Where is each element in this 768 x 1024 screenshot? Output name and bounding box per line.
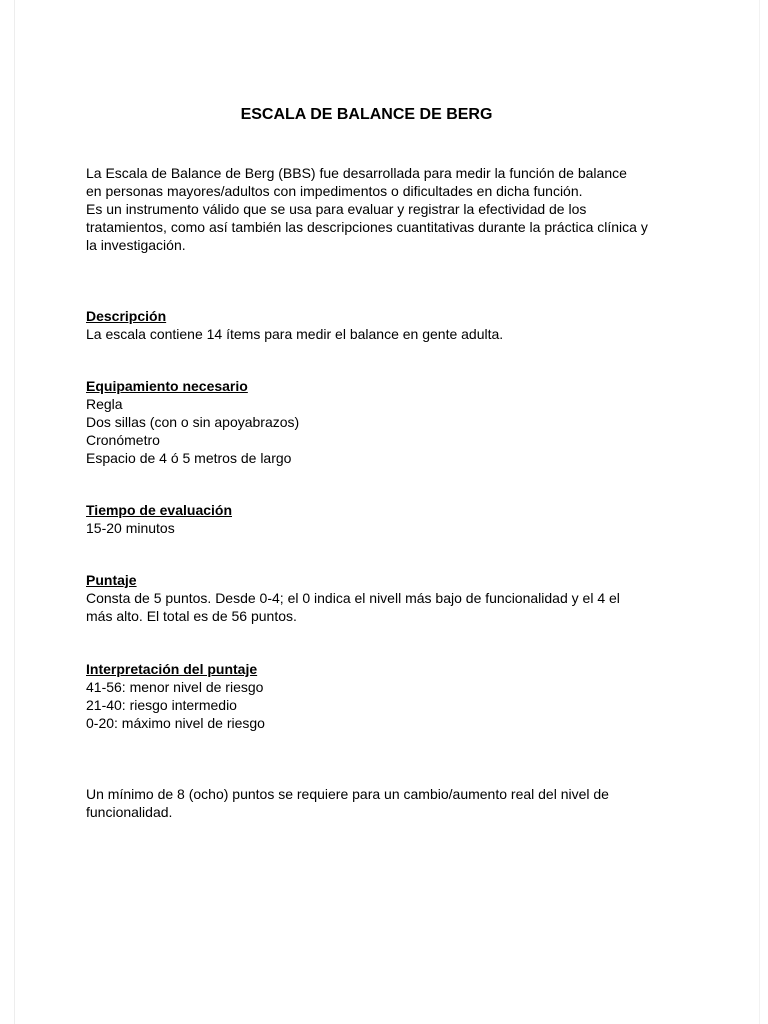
intro-line: tratamientos, como así también las descripciones cuantitativas durante la práctica clínica y	[86, 219, 648, 235]
note-line: Un mínimo de 8 (ocho) puntos se requiere para un cambio/aumento real del nivel de	[86, 786, 609, 802]
equipment-item: Regla	[86, 396, 123, 412]
note-line: funcionalidad.	[86, 804, 173, 820]
score-range-item: 0-20: máximo nivel de riesgo	[86, 715, 265, 731]
equipment-item: Espacio de 4 ó 5 metros de largo	[86, 450, 292, 466]
intro-line: La Escala de Balance de Berg (BBS) fue desarrollada para medir la función de balance	[86, 165, 627, 181]
puntaje-text: Consta de 5 puntos. Desde 0-4; el 0 indica el nivell más bajo de funcionalidad y el 4 el	[86, 590, 620, 606]
puntaje-text: más alto. El total es de 56 puntos.	[86, 608, 297, 624]
score-range-item: 21-40: riesgo intermedio	[86, 697, 237, 713]
intro-paragraph	[86, 164, 696, 254]
section-equipamiento	[86, 377, 696, 467]
section-interpretacion	[86, 660, 696, 732]
page-edge-right	[759, 0, 760, 1024]
descripcion-text: La escala contiene 14 ítems para medir el balance en gente adulta.	[86, 326, 504, 342]
section-heading-descripcion: Descripción	[86, 308, 167, 324]
intro-line: Es un instrumento válido que se usa para evaluar y registrar la efectividad de los	[86, 201, 587, 217]
intro-line: la investigación.	[86, 237, 186, 253]
tiempo-text: 15-20 minutos	[86, 520, 175, 536]
equipment-item: Dos sillas (con o sin apoyabrazos)	[86, 414, 300, 430]
section-heading-equipamiento: Equipamiento necesario	[86, 378, 248, 394]
page-edge-left	[14, 0, 15, 1024]
section-heading-puntaje: Puntaje	[86, 572, 137, 588]
score-range-item: 41-56: menor nivel de riesgo	[86, 679, 264, 695]
intro-line: en personas mayores/adultos con impedimentos o dificultades en dicha función.	[86, 183, 583, 199]
section-heading-tiempo: Tiempo de evaluación	[86, 502, 233, 518]
section-puntaje	[86, 571, 696, 625]
document-title: ESCALA DE BALANCE DE BERG	[240, 106, 493, 123]
closing-note	[86, 785, 696, 821]
equipment-item: Cronómetro	[86, 432, 160, 448]
section-heading-interpretacion: Interpretación del puntaje	[86, 661, 258, 677]
section-tiempo	[86, 501, 696, 537]
section-descripcion	[86, 307, 696, 343]
